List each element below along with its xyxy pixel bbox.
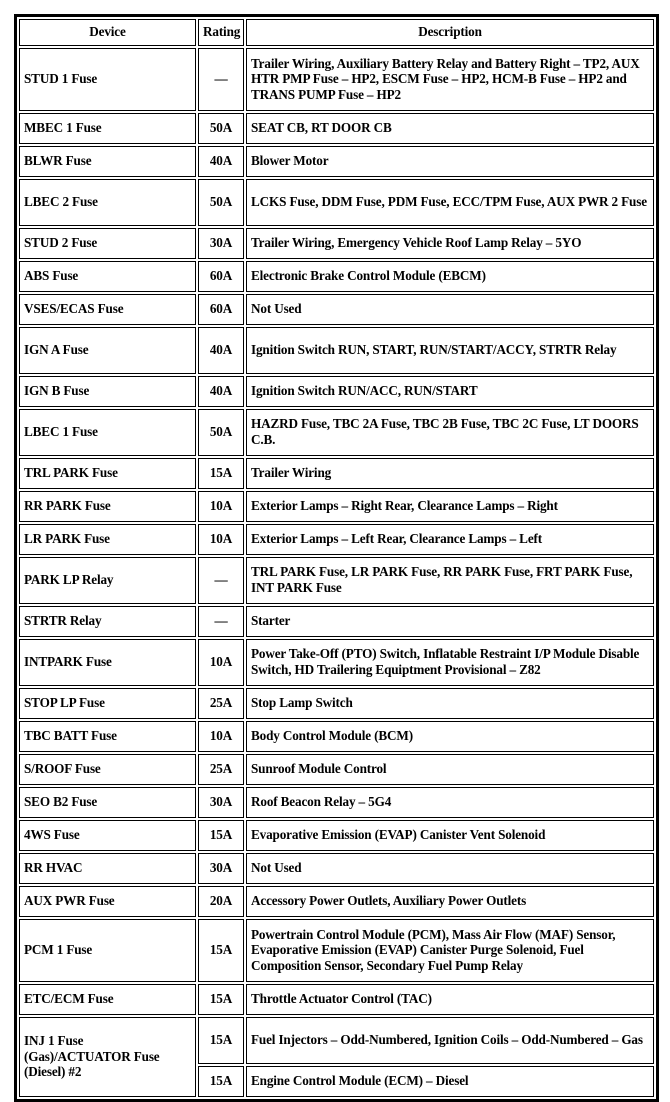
cell-device: STRTR Relay — [19, 606, 196, 637]
cell-rating: 60A — [198, 294, 244, 325]
cell-device: MBEC 1 Fuse — [19, 113, 196, 144]
table-row — [19, 919, 654, 982]
table-row — [19, 886, 654, 917]
cell-device: TBC BATT Fuse — [19, 721, 196, 752]
table-row — [19, 327, 654, 374]
cell-device: LR PARK Fuse — [19, 524, 196, 555]
cell-description: Not Used — [246, 853, 654, 884]
table-row — [19, 409, 654, 456]
cell-device: VSES/ECAS Fuse — [19, 294, 196, 325]
fuse-block-table-container — [14, 14, 657, 1102]
table-row — [19, 639, 654, 686]
cell-rating: 15A — [198, 1017, 244, 1064]
cell-rating: 15A — [198, 458, 244, 489]
table-row — [19, 984, 654, 1015]
cell-description: Fuel Injectors – Odd-Numbered, Ignition Coils – Odd-Numbered – Gas — [246, 1017, 654, 1064]
cell-device: PARK LP Relay — [19, 557, 196, 604]
cell-rating: 15A — [198, 919, 244, 982]
cell-description: Roof Beacon Relay – 5G4 — [246, 787, 654, 818]
cell-rating: — — [198, 557, 244, 604]
table-row — [19, 458, 654, 489]
cell-device: BLWR Fuse — [19, 146, 196, 177]
cell-device: PCM 1 Fuse — [19, 919, 196, 982]
cell-description: Throttle Actuator Control (TAC) — [246, 984, 654, 1015]
table-row — [19, 820, 654, 851]
table-row — [19, 606, 654, 637]
cell-description: Accessory Power Outlets, Auxiliary Power Outlets — [246, 886, 654, 917]
cell-description: TRL PARK Fuse, LR PARK Fuse, RR PARK Fuse, FRT PARK Fuse, INT PARK Fuse — [246, 557, 654, 604]
cell-rating: 25A — [198, 754, 244, 785]
cell-description: Evaporative Emission (EVAP) Canister Vent Solenoid — [246, 820, 654, 851]
table-body — [19, 48, 654, 1097]
cell-device: RR PARK Fuse — [19, 491, 196, 522]
cell-device: RR HVAC — [19, 853, 196, 884]
table-row — [19, 228, 654, 259]
cell-device: 4WS Fuse — [19, 820, 196, 851]
cell-description: Not Used — [246, 294, 654, 325]
table-row — [19, 48, 654, 111]
column-header-device: Device — [19, 19, 196, 46]
cell-device: LBEC 2 Fuse — [19, 179, 196, 226]
table-row — [19, 853, 654, 884]
cell-description: HAZRD Fuse, TBC 2A Fuse, TBC 2B Fuse, TBC 2C Fuse, LT DOORS C.B. — [246, 409, 654, 456]
cell-description: Trailer Wiring — [246, 458, 654, 489]
fuse-block-table — [14, 14, 659, 1102]
table-row — [19, 787, 654, 818]
cell-description: Starter — [246, 606, 654, 637]
cell-device: SEO B2 Fuse — [19, 787, 196, 818]
cell-rating: 60A — [198, 261, 244, 292]
cell-rating: 30A — [198, 853, 244, 884]
cell-description: Trailer Wiring, Emergency Vehicle Roof Lamp Relay – 5YO — [246, 228, 654, 259]
cell-device: IGN A Fuse — [19, 327, 196, 374]
table-row — [19, 524, 654, 555]
cell-description: SEAT CB, RT DOOR CB — [246, 113, 654, 144]
table-row — [19, 146, 654, 177]
cell-device: STUD 2 Fuse — [19, 228, 196, 259]
table-row — [19, 721, 654, 752]
cell-device: STUD 1 Fuse — [19, 48, 196, 111]
cell-rating: 30A — [198, 787, 244, 818]
cell-description: Powertrain Control Module (PCM), Mass Air Flow (MAF) Sensor, Evaporative Emission (EVAP) Canister Purge Solenoid, Fuel Composition Sensor, Secondary Fuel Pump Relay — [246, 919, 654, 982]
cell-device: ABS Fuse — [19, 261, 196, 292]
table-header-row — [19, 19, 654, 46]
cell-device: IGN B Fuse — [19, 376, 196, 407]
column-header-rating: Rating — [198, 19, 244, 46]
column-header-description: Description — [246, 19, 654, 46]
cell-description: Exterior Lamps – Right Rear, Clearance Lamps – Right — [246, 491, 654, 522]
cell-rating: 50A — [198, 179, 244, 226]
cell-rating: 20A — [198, 886, 244, 917]
cell-device: S/ROOF Fuse — [19, 754, 196, 785]
cell-rating: 10A — [198, 639, 244, 686]
cell-device: LBEC 1 Fuse — [19, 409, 196, 456]
cell-description: Engine Control Module (ECM) – Diesel — [246, 1066, 654, 1097]
cell-rating: 10A — [198, 524, 244, 555]
cell-description: Ignition Switch RUN, START, RUN/START/ACCY, STRTR Relay — [246, 327, 654, 374]
cell-description: Electronic Brake Control Module (EBCM) — [246, 261, 654, 292]
table-row — [19, 1017, 654, 1064]
cell-description: Trailer Wiring, Auxiliary Battery Relay and Battery Right – TP2, AUX HTR PMP Fuse – HP2, ESCM Fuse – HP2, HCM-B Fuse – HP2 and TRANS PUMP Fuse – HP2 — [246, 48, 654, 111]
cell-device: INJ 1 Fuse (Gas)/ACTUATOR Fuse (Diesel) #2 — [19, 1017, 196, 1097]
table-row — [19, 261, 654, 292]
table-row — [19, 113, 654, 144]
cell-device: TRL PARK Fuse — [19, 458, 196, 489]
cell-rating: 50A — [198, 113, 244, 144]
cell-rating: 10A — [198, 491, 244, 522]
cell-description: Ignition Switch RUN/ACC, RUN/START — [246, 376, 654, 407]
cell-rating: 30A — [198, 228, 244, 259]
table-row — [19, 754, 654, 785]
cell-device: STOP LP Fuse — [19, 688, 196, 719]
table-row — [19, 294, 654, 325]
cell-rating: 10A — [198, 721, 244, 752]
cell-description: Exterior Lamps – Left Rear, Clearance Lamps – Left — [246, 524, 654, 555]
cell-rating: 50A — [198, 409, 244, 456]
table-row — [19, 179, 654, 226]
cell-description: Stop Lamp Switch — [246, 688, 654, 719]
cell-rating: 25A — [198, 688, 244, 719]
table-header — [19, 19, 654, 46]
cell-rating: — — [198, 606, 244, 637]
cell-rating: 40A — [198, 327, 244, 374]
table-row — [19, 688, 654, 719]
table-row — [19, 491, 654, 522]
cell-rating: 15A — [198, 984, 244, 1015]
cell-rating: 40A — [198, 376, 244, 407]
cell-description: Body Control Module (BCM) — [246, 721, 654, 752]
cell-device: ETC/ECM Fuse — [19, 984, 196, 1015]
table-row — [19, 557, 654, 604]
cell-description: LCKS Fuse, DDM Fuse, PDM Fuse, ECC/TPM Fuse, AUX PWR 2 Fuse — [246, 179, 654, 226]
cell-description: Sunroof Module Control — [246, 754, 654, 785]
table-row — [19, 376, 654, 407]
cell-description: Blower Motor — [246, 146, 654, 177]
cell-rating: 15A — [198, 1066, 244, 1097]
cell-rating: 40A — [198, 146, 244, 177]
cell-rating: 15A — [198, 820, 244, 851]
cell-device: AUX PWR Fuse — [19, 886, 196, 917]
cell-description: Power Take-Off (PTO) Switch, Inflatable Restraint I/P Module Disable Switch, HD Trailering Equiptment Provisional – Z82 — [246, 639, 654, 686]
cell-device: INTPARK Fuse — [19, 639, 196, 686]
cell-rating: — — [198, 48, 244, 111]
